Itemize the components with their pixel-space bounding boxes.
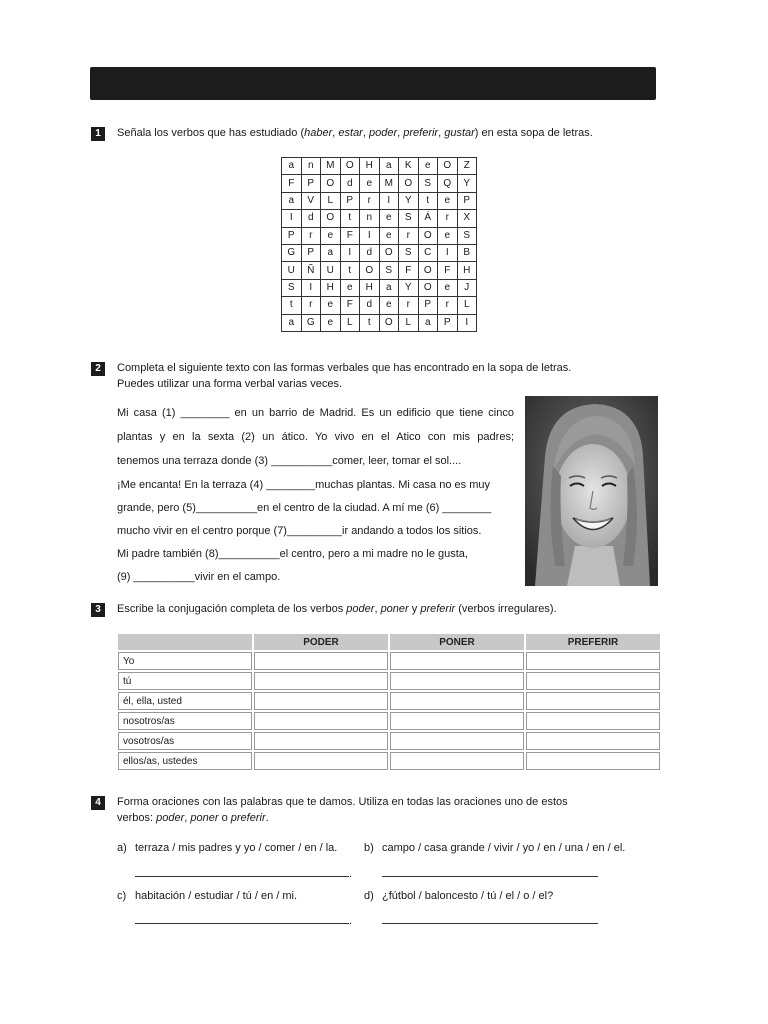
word-search-cell[interactable]: n: [301, 158, 321, 175]
ex4-verb-preferir: preferir: [230, 812, 266, 824]
word-search-cell[interactable]: r: [399, 227, 419, 244]
word-search-cell[interactable]: H: [360, 158, 380, 175]
word-search-cell[interactable]: Q: [438, 175, 458, 192]
paragraph-line: tenemos una terraza donde (3) __________comer, leer, tomar el sol....: [117, 455, 462, 467]
word-search-row: [282, 192, 477, 209]
word-search-cell[interactable]: V: [301, 192, 321, 209]
ex1-text-after: ) en esta sopa de letras.: [474, 127, 593, 139]
paragraph-line: (9) __________vivir en el campo.: [117, 571, 281, 583]
conjugation-header-preferir: PREFERIR: [526, 634, 660, 650]
word-search-cell[interactable]: t: [360, 314, 380, 331]
word-search-cell[interactable]: a: [379, 158, 399, 175]
word-search-cell[interactable]: a: [379, 279, 399, 296]
word-search-cell[interactable]: P: [457, 192, 477, 209]
paragraph-line: ¡Me encanta! En la terraza (4) ________muchas plantas. Mi casa no es muy: [117, 479, 490, 491]
conjugation-input-preferir[interactable]: [526, 732, 660, 750]
word-search-cell[interactable]: P: [438, 314, 458, 331]
word-search-cell[interactable]: e: [418, 158, 438, 175]
word-search-cell[interactable]: e: [438, 279, 458, 296]
word-search-cell[interactable]: O: [379, 314, 399, 331]
conjugation-row: [118, 652, 660, 670]
word-search-cell[interactable]: F: [399, 262, 419, 279]
word-search-row: [282, 227, 477, 244]
word-search-cell[interactable]: a: [321, 244, 341, 261]
conjugation-pronoun: él, ella, usted: [118, 692, 252, 710]
word-search-cell[interactable]: I: [438, 244, 458, 261]
word-search-cell[interactable]: d: [301, 210, 321, 227]
answer-line-b[interactable]: [382, 876, 598, 877]
conjugation-input-poder[interactable]: [254, 692, 388, 710]
word-search-cell[interactable]: O: [379, 244, 399, 261]
word-search-cell[interactable]: e: [321, 297, 341, 314]
word-search-cell[interactable]: a: [282, 192, 302, 209]
word-search-cell[interactable]: r: [399, 297, 419, 314]
exercise-1-number: 1: [91, 127, 105, 141]
word-search-cell[interactable]: Y: [457, 175, 477, 192]
conjugation-input-poner[interactable]: [390, 752, 524, 770]
word-search-cell[interactable]: S: [379, 262, 399, 279]
word-search-cell[interactable]: e: [438, 227, 458, 244]
word-search-cell[interactable]: F: [438, 262, 458, 279]
word-search-cell[interactable]: O: [321, 175, 341, 192]
conjugation-row: [118, 672, 660, 690]
word-search-cell[interactable]: d: [360, 297, 380, 314]
word-search-cell[interactable]: e: [379, 227, 399, 244]
conjugation-input-poner[interactable]: [390, 712, 524, 730]
word-search-cell[interactable]: e: [379, 210, 399, 227]
word-search-row: [282, 297, 477, 314]
word-search-cell[interactable]: I: [360, 227, 380, 244]
word-search-cell[interactable]: a: [418, 314, 438, 331]
conjugation-input-preferir[interactable]: [526, 712, 660, 730]
word-search-cell[interactable]: e: [379, 297, 399, 314]
word-search-cell[interactable]: I: [282, 210, 302, 227]
conjugation-input-poder[interactable]: [254, 752, 388, 770]
word-search-cell[interactable]: O: [399, 175, 419, 192]
word-search-cell[interactable]: t: [418, 192, 438, 209]
word-search-cell[interactable]: F: [340, 297, 360, 314]
item-a-label: a): [117, 842, 127, 854]
word-search-cell[interactable]: G: [301, 314, 321, 331]
word-search-cell[interactable]: L: [321, 192, 341, 209]
paragraph-line: mucho vivir en el centro porque (7)_________ir andando a todos los sitios.: [117, 525, 482, 537]
answer-line-a-dot: .: [349, 868, 353, 880]
word-search-cell[interactable]: P: [418, 297, 438, 314]
word-search-cell[interactable]: C: [418, 244, 438, 261]
conjugation-input-poner[interactable]: [390, 692, 524, 710]
word-search-cell[interactable]: t: [282, 297, 302, 314]
word-search-cell[interactable]: S: [457, 227, 477, 244]
verb-estar: estar: [338, 127, 363, 139]
exercise-3-number: 3: [91, 603, 105, 617]
conjugation-input-poder[interactable]: [254, 672, 388, 690]
conjugation-pronoun: Yo: [118, 652, 252, 670]
word-search-cell[interactable]: J: [457, 279, 477, 296]
answer-line-c[interactable]: [135, 923, 349, 924]
verb-haber: haber: [304, 127, 333, 139]
answer-line-d[interactable]: [382, 923, 598, 924]
word-search-cell[interactable]: P: [301, 244, 321, 261]
word-search-row: [282, 244, 477, 261]
conjugation-row: [118, 712, 660, 730]
ex4-verb-poner: poner: [190, 812, 219, 824]
word-search-cell[interactable]: L: [340, 314, 360, 331]
word-search-cell[interactable]: X: [457, 210, 477, 227]
ex3-text-before: Escribe la conjugación completa de los verbos: [117, 603, 347, 615]
exercise-1-instruction: Señala los verbos que has estudiado (haber, estar, poder, preferir, gustar) en esta sopa de letras.: [117, 127, 593, 139]
word-search-cell[interactable]: e: [360, 175, 380, 192]
word-search-cell[interactable]: r: [438, 297, 458, 314]
item-b-text: campo / casa grande / vivir / yo / en / una / en / el.: [382, 842, 626, 854]
word-search-cell[interactable]: M: [321, 158, 341, 175]
exercise-4-number: 4: [91, 796, 105, 810]
word-search-cell[interactable]: I: [379, 192, 399, 209]
conjugation-input-poner[interactable]: [390, 732, 524, 750]
word-search-cell[interactable]: P: [340, 192, 360, 209]
ex3-sep1: ,: [374, 603, 381, 615]
conjugation-pronoun: vosotros/as: [118, 732, 252, 750]
word-search-cell[interactable]: G: [282, 244, 302, 261]
girl-portrait-photo: [525, 396, 658, 586]
word-search-cell[interactable]: e: [340, 279, 360, 296]
ex4-sep2: o: [218, 812, 231, 824]
exercise-4-instruction-line1: Forma oraciones con las palabras que te damos. Utiliza en todas las oraciones uno de estos: [117, 796, 568, 808]
conjugation-input-poder[interactable]: [254, 732, 388, 750]
word-search-cell[interactable]: a: [282, 158, 302, 175]
ex3-text-after: (verbos irregulares).: [455, 603, 557, 615]
word-search-cell[interactable]: M: [379, 175, 399, 192]
exercise-4-instruction-line2: [117, 810, 269, 826]
word-search-row: [282, 279, 477, 296]
word-search-cell[interactable]: S: [399, 244, 419, 261]
word-search-cell[interactable]: d: [360, 244, 380, 261]
word-search-cell[interactable]: B: [457, 244, 477, 261]
word-search-cell[interactable]: F: [340, 227, 360, 244]
word-search-cell[interactable]: Á: [418, 210, 438, 227]
word-search-cell[interactable]: S: [418, 175, 438, 192]
word-search-cell[interactable]: U: [321, 262, 341, 279]
word-search-cell[interactable]: O: [438, 158, 458, 175]
verb-poder: poder: [368, 127, 398, 139]
conjugation-input-preferir[interactable]: [526, 752, 660, 770]
item-c-label: c): [117, 890, 127, 902]
ex3-sep2: y: [408, 603, 421, 615]
word-search-cell[interactable]: Y: [399, 279, 419, 296]
word-search-cell[interactable]: H: [457, 262, 477, 279]
word-search-cell[interactable]: S: [399, 210, 419, 227]
word-search-cell[interactable]: e: [321, 227, 341, 244]
conjugation-input-poner[interactable]: [390, 652, 524, 670]
exercise-2-instruction-line2: Puedes utilizar una forma verbal varias veces.: [117, 378, 342, 390]
conjugation-pronoun: ellos/as, ustedes: [118, 752, 252, 770]
conjugation-input-poder[interactable]: [254, 712, 388, 730]
conjugation-input-poner[interactable]: [390, 672, 524, 690]
item-d-text: ¿fútbol / baloncesto / tú / el / o / el?: [382, 890, 554, 902]
word-search-cell[interactable]: t: [340, 210, 360, 227]
ex3-verb-poner: poner: [380, 603, 409, 615]
word-search-cell[interactable]: L: [457, 297, 477, 314]
ex4-line2-after: .: [265, 812, 269, 824]
word-search-cell[interactable]: U: [282, 262, 302, 279]
conjugation-row: [118, 692, 660, 710]
word-search-cell[interactable]: Z: [457, 158, 477, 175]
word-search-grid: [281, 157, 477, 332]
word-search-cell[interactable]: H: [360, 279, 380, 296]
exercise-2-number: 2: [91, 362, 105, 376]
word-search-cell[interactable]: t: [340, 262, 360, 279]
word-search-cell[interactable]: e: [438, 192, 458, 209]
item-b-label: b): [364, 842, 374, 854]
word-search-cell[interactable]: r: [301, 297, 321, 314]
conjugation-header-poder: PODER: [254, 634, 388, 650]
conjugation-pronoun: nosotros/as: [118, 712, 252, 730]
ex4-verb-poder: poder: [156, 812, 185, 824]
word-search-cell[interactable]: S: [282, 279, 302, 296]
ex3-verb-preferir: preferir: [420, 603, 456, 615]
header-bar: [90, 67, 656, 100]
conjugation-input-preferir[interactable]: [526, 692, 660, 710]
paragraph-line: Mi casa (1) ________ en un barrio de Madrid. Es un edificio que tiene cinco: [117, 407, 514, 419]
conjugation-row: [118, 752, 660, 770]
item-c-text: habitación / estudiar / tú / en / mi.: [135, 890, 298, 902]
paragraph-line: grande, pero (5)__________en el centro de la ciudad. A mí me (6) ________: [117, 502, 492, 514]
word-search-cell[interactable]: F: [282, 175, 302, 192]
verb-preferir: preferir: [403, 127, 439, 139]
word-search-cell[interactable]: I: [301, 279, 321, 296]
conjugation-input-preferir[interactable]: [526, 652, 660, 670]
word-search-row: [282, 175, 477, 192]
word-search-cell[interactable]: d: [340, 175, 360, 192]
conjugation-input-preferir[interactable]: [526, 672, 660, 690]
word-search-row: [282, 314, 477, 331]
word-search-cell[interactable]: O: [360, 262, 380, 279]
word-search-cell[interactable]: n: [360, 210, 380, 227]
word-search-cell[interactable]: L: [399, 314, 419, 331]
conjugation-table: [116, 632, 662, 772]
word-search-cell[interactable]: O: [321, 210, 341, 227]
exercise-2-instruction-line1: Completa el siguiente texto con las formas verbales que has encontrado en la sopa de letras.: [117, 362, 572, 374]
item-a-text: terraza / mis padres y yo / comer / en / la.: [135, 842, 338, 854]
paragraph-line: Mi padre también (8)__________el centro, pero a mi madre no le gusta,: [117, 548, 468, 560]
ex3-verb-poder: poder: [346, 603, 375, 615]
word-search-cell[interactable]: O: [340, 158, 360, 175]
verb-gustar: gustar: [444, 127, 475, 139]
word-search-cell[interactable]: P: [301, 175, 321, 192]
word-search-cell[interactable]: r: [360, 192, 380, 209]
ex4-sep1: ,: [184, 812, 191, 824]
word-search-row: [282, 262, 477, 279]
conjugation-input-poder[interactable]: [254, 652, 388, 670]
word-search-cell[interactable]: H: [321, 279, 341, 296]
word-search-cell[interactable]: O: [418, 262, 438, 279]
word-search-cell[interactable]: O: [418, 227, 438, 244]
paragraph-line: plantas y en la sexta (2) un ático. Yo vivo en el Atico con mis padres;: [117, 431, 514, 443]
ex1-text-before: Señala los verbos que has estudiado (: [117, 127, 305, 139]
word-search-row: [282, 158, 477, 175]
word-search-cell[interactable]: I: [340, 244, 360, 261]
word-search-cell[interactable]: K: [399, 158, 419, 175]
word-search-cell[interactable]: I: [457, 314, 477, 331]
conjugation-row: [118, 732, 660, 750]
answer-line-a[interactable]: [135, 876, 349, 877]
word-search-cell[interactable]: Ñ: [301, 262, 321, 279]
ex4-line2-before: verbos:: [117, 812, 157, 824]
word-search-cell[interactable]: P: [282, 227, 302, 244]
conjugation-header-blank: [118, 634, 252, 650]
item-d-label: d): [364, 890, 374, 902]
exercise-3-instruction: [117, 601, 557, 617]
word-search-cell[interactable]: Y: [399, 192, 419, 209]
word-search-cell[interactable]: r: [438, 210, 458, 227]
conjugation-pronoun: tú: [118, 672, 252, 690]
word-search-row: [282, 210, 477, 227]
word-search-cell[interactable]: O: [418, 279, 438, 296]
word-search-cell[interactable]: r: [301, 227, 321, 244]
answer-line-c-dot: .: [349, 915, 353, 927]
word-search-cell[interactable]: e: [321, 314, 341, 331]
conjugation-header-poner: PONER: [390, 634, 524, 650]
word-search-cell[interactable]: a: [282, 314, 302, 331]
